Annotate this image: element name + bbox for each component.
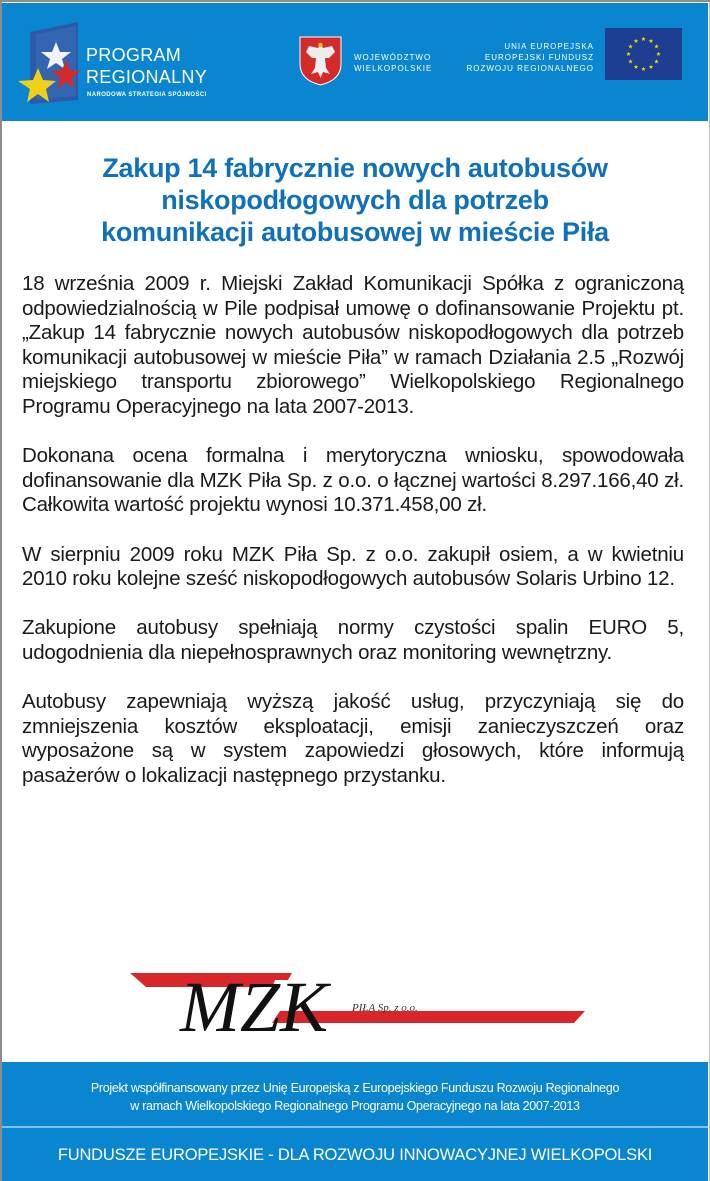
mzk-suffix: PIŁA Sp. z o.o. (352, 1002, 418, 1014)
paragraph-purchase: W sierpniu 2009 roku MZK Piła Sp. z o.o. zakupił osiem, a w kwietniu 2010 roku kolejne sześć niskopodłogowych autobusów Solaris Urbino 12. (22, 542, 684, 591)
cofinancing-line2: w ramach Wielkopolskiego Regionalnego Programu Operacyjnego na lata 2007-2013 (130, 1099, 580, 1113)
paragraph-funding: Dokonana ocena formalna i merytoryczna wniosku, spowodowała dofinansowanie dla MZK Piła Sp. z o.o. o łącznej wartości 8.297.166,40 zł. Całkowita wartość projektu wynosi 10.371.458,00 zł. (22, 444, 684, 517)
paragraph-features: Zakupione autobusy spełniają normy czystości spalin EURO 5, udogodnienia dla niepełnosprawnych oraz monitoring wewnętrzny. (22, 616, 684, 664)
eu-line2: EUROPEJSKI FUNDUSZ (484, 53, 594, 62)
eu-line1: UNIA EUROPEJSKA (504, 42, 594, 51)
cofinancing-text (2, 1079, 708, 1115)
eu-line3: ROZWOJU REGIONALNEGO (466, 64, 594, 73)
title-line3: komunikacji autobusowej w mieście Piła (101, 217, 609, 247)
program-title-line1: PROGRAM (86, 45, 182, 65)
program-regionalny-title (86, 44, 207, 88)
title-line1: Zakup 14 fabrycznie nowych autobusów (102, 153, 608, 183)
voivodeship-label (354, 52, 432, 74)
cofinancing-band (2, 1062, 708, 1126)
page-title (10, 152, 700, 248)
voivodeship-line1: WOJEWÓDZTWO (354, 53, 432, 62)
program-subtitle: NARODOWA STRATEGIA SPÓJNOŚCI (87, 92, 207, 98)
program-regionalny-logo-icon (16, 22, 82, 104)
mzk-logo-icon (130, 965, 590, 1045)
voivodeship-line2: WIELKOPOLSKIE (354, 64, 433, 73)
slogan-band (2, 1128, 708, 1181)
eu-fund-label (442, 41, 594, 74)
cofinancing-line1: Projekt współfinansowany przez Unię Europejską z Europejskiego Funduszu Rozwoju Regionalnego (90, 1081, 620, 1095)
article-body (22, 272, 684, 813)
mzk-letters: MZK (180, 967, 329, 1045)
slogan-text: FUNDUSZE EUROPEJSKIE - DLA ROZWOJU INNOWACYJNEJ WIELKOPOLSKI (57, 1146, 653, 1164)
header-band (2, 3, 708, 121)
wielkopolska-crest-icon (299, 36, 342, 86)
paragraph-agreement: 18 września 2009 r. Miejski Zakład Komunikacji Spółka z ograniczoną odpowiedzialnością w Pile podpisał umowę o dofinansowanie Projektu pt. „Zakup 14 fabrycznie nowych autobusów niskopodłogowych dla potrzeb komunikacji autobusowej w mieście Piła” w ramach Działania 2.5 „Rozwój miejskiego transportu zbiorowego” Wielkopolskiego Regionalnego Programu Operacyjnego na lata 2007-2013. (22, 272, 684, 418)
eu-flag-icon (605, 28, 682, 80)
program-title-line2: REGIONALNY (86, 67, 208, 87)
title-line2: niskopodłogowych dla potrzeb (161, 185, 549, 215)
paragraph-benefits: Autobusy zapewniają wyższą jakość usług, przyczyniają się do zmniejszenia kosztów eksploatacji, emisji zanieczyszczeń oraz wyposażone są w system zapowiedzi głosowych, które informują pasażerów o lokalizacji następnego przystanku. (22, 690, 684, 787)
